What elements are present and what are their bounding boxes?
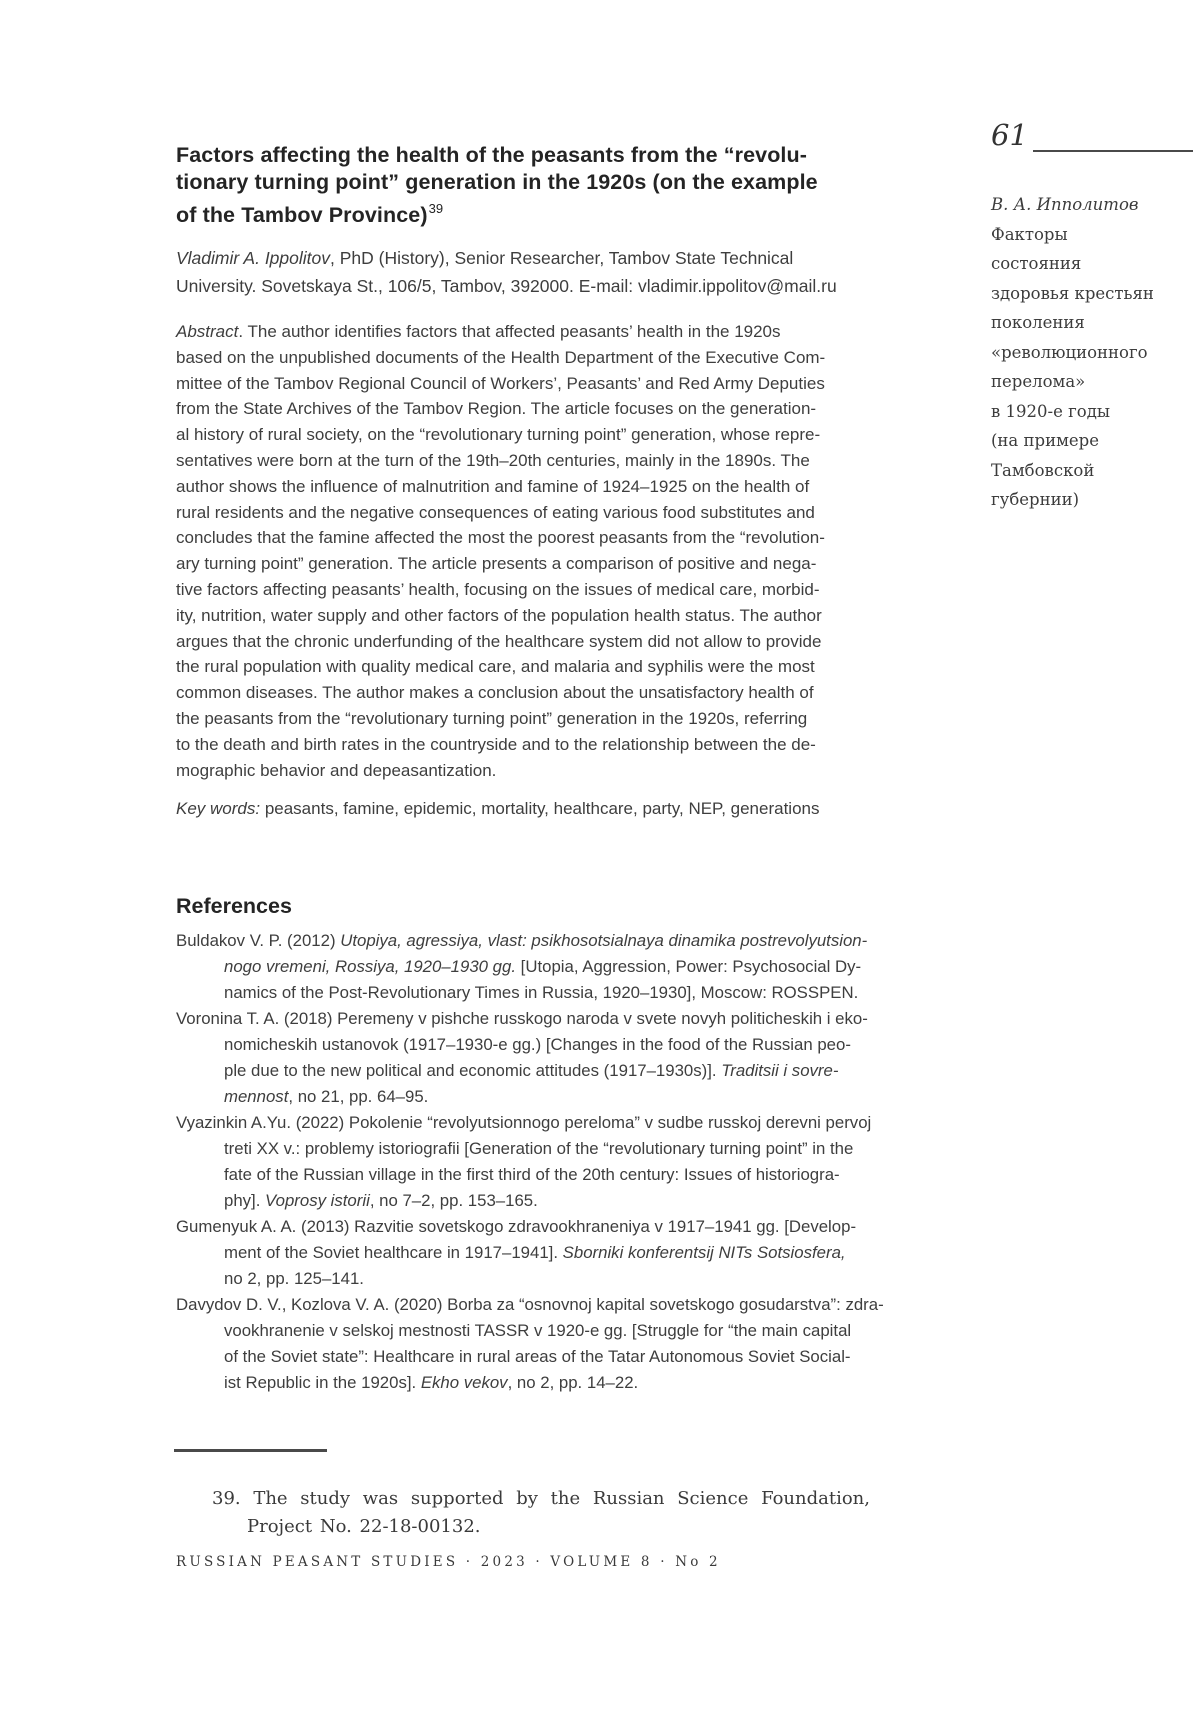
journal-footer: RUSSIAN PEASANT STUDIES · 2023 · VOLUME 8 · No 2 (176, 1554, 721, 1570)
keywords-line: Key words: peasants, famine, epidemic, mortality, healthcare, party, NEP, generations (176, 799, 820, 818)
footnote-rule (174, 1449, 327, 1452)
sidebar-running-title: В. А. Ипполитов Факторы состояния здоровья крестьян поколения «революционного перелома» в 1920-е годы (на примере Тамбовской губернии) (991, 195, 1154, 509)
reference-entry: Davydov D. V., Kozlova V. A. (2020) Borba za “osnovnoj kapital sovetskogo gosudarstva”: zdra- vookhranenie v selskoj mestnosti TASSR v 1920-e gg. [Struggle for “the main capital of the Soviet state”: Healthcare in rural areas of the Tatar Autonomous Soviet Social- ist Republic in the 1920s]. Ekho vekov, no 2, pp. 14–22. (176, 1295, 884, 1392)
article-title: Factors affecting the health of the peasants from the “revolu- tionary turning point” generation in the 1920s (on the example of the Tambov Province)$^{39}$ (176, 143, 818, 228)
page-number: 61 (991, 118, 1028, 152)
references-heading: References (176, 893, 292, 918)
header-rule (1033, 150, 1193, 152)
abstract-paragraph: Abstract. The author identifies factors that affected peasants’ health in the 1920s based on the unpublished documents of the Health Department of the Executive Com- mittee of the Tambov Regional Council of Workers’, Peasants’ and Red Army Deputies from the State Archives of the Tambov Region. The article focuses on the generation- al history of rural society, on the “revolutionary turning point” generation, whose repre- sentatives were born at the turn of the 19th–20th centuries, mainly in the 1890s. The author shows the influence of malnutrition and famine of 1924–1925 on the health of rural residents and the negative consequences of eating various food substitutes and concludes that the famine affected the most the poorest peasants from the “revolution- ary turning point” generation. The article presents a comparison of positive and nega- tive factors affecting peasants’ health, focusing on the issues of medical care, morbid- ity, nutrition, water supply and other factors of the population health status. The author argues that the chronic underfunding of the healthcare system did not allow to provide the rural population with quality medical care, and malaria and syphilis were the most common diseases. The author makes a conclusion about the unsatisfactory health of the peasants from the “revolutionary turning point” generation in the 1920s, referring to the death and birth rates in the countryside and to the relationship between the de- mographic behavior and depeasantization. (176, 322, 826, 780)
reference-entry: Buldakov V. P. (2012) Utopiya, agressiya, vlast: psikhosotsialnaya dinamika postrevolyutsion- nogo vremeni, Rossiya, 1920–1930 gg. [Utopia, Aggression, Power: Psychosocial Dy- namics of the Post-Revolutionary Times in Russia, 1920–1930], Moscow: ROSSPEN. (176, 931, 868, 1002)
reference-entry: Voronina T. A. (2018) Peremeny v pishche russkogo naroda v svete novyh politicheskih i eko- nomicheskih ustanovok (1917–1930-e gg.) [Changes in the food of the Russian peo- ple due to the new political and economic attitudes (1917–1930s)]. Traditsii i sovre- mennost, no 21, pp. 64–95. (176, 1009, 868, 1106)
footnote: 39. The study was supported by the Russian Science Foundation, Project No. 22-18-00132. (212, 1488, 870, 1537)
reference-entry: Vyazinkin A.Yu. (2022) Pokolenie “revolyutsionnogo pereloma” v sudbe russkoj derevni pervoj treti XX v.: problemy istoriografii [Generation of the “revolutionary turning point” in the fate of the Russian village in the first third of the 20th century: Issues of historiogra- phy]. Voprosy istorii, no 7–2, pp. 153–165. (176, 1113, 872, 1210)
reference-entry: Gumenyuk A. A. (2013) Razvitie sovetskogo zdravookhraneniya v 1917–1941 gg. [Develop- ment of the Soviet healthcare in 1917–1941]. Sborniki konferentsij NITs Sotsiosfera, no 2, pp. 125–141. (176, 1217, 857, 1288)
references-list (176, 928, 971, 1396)
author-affiliation: Vladimir A. Ippolitov, PhD (History), Senior Researcher, Tambov State Technical University. Sovetskaya St., 106/5, Tambov, 392000. E-mail: vladimir.ippolitov@mail.ru (176, 247, 837, 296)
